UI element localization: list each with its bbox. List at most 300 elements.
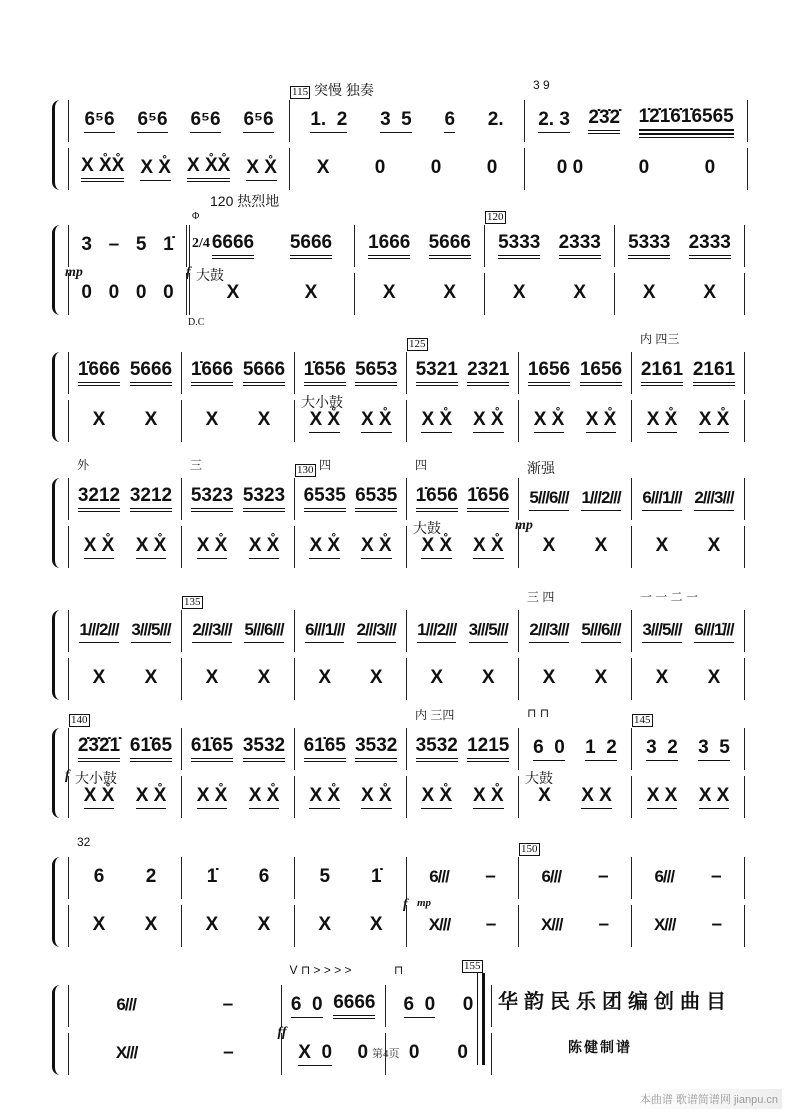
annotation: 一 一 二 一 (640, 590, 699, 604)
measure (182, 658, 295, 700)
note-group: 1̇ (163, 234, 174, 255)
measure (632, 776, 745, 818)
drum-group: X X̊ (136, 786, 167, 809)
note-group: 6535 (355, 486, 397, 512)
score-system (52, 590, 752, 700)
drum-group: X (707, 535, 721, 556)
drum-group: X/// (428, 915, 451, 934)
note-group: 2 (145, 866, 157, 887)
measure (182, 776, 295, 818)
drum-group: X (304, 282, 318, 303)
note-group: 2333 (559, 233, 601, 259)
note-group: 5323 (243, 486, 285, 512)
percussion-staff (68, 273, 752, 315)
note-group: 6///1/// (642, 488, 681, 511)
measure-number: 115 (292, 86, 309, 98)
measure (182, 526, 295, 568)
annotation: 突慢 独奏 (314, 82, 374, 98)
segno-sign: Φ (192, 211, 200, 222)
drum-group: 0 (486, 157, 498, 178)
measure (519, 526, 632, 568)
drum-group: X (92, 409, 106, 430)
score-system (52, 835, 752, 947)
measure-number: 145 (634, 714, 651, 726)
score-system (52, 193, 752, 328)
drum-group: X X̊ (699, 410, 730, 433)
measure (615, 225, 745, 267)
note-group: 1///2/// (581, 488, 620, 511)
measure (519, 843, 632, 899)
measure (407, 658, 519, 700)
drum-group: 0 (430, 157, 442, 178)
measure (525, 78, 748, 142)
drum-group: X (318, 914, 332, 935)
instrument-label: 大小鼓 (75, 770, 117, 786)
page-number: 第4页 (372, 1048, 400, 1060)
drum-group: X X̊ (421, 536, 452, 559)
system-brace (52, 225, 65, 315)
drum-group: 0 (408, 1042, 420, 1063)
measure (295, 458, 407, 520)
note-group: – (108, 234, 120, 255)
drum-group: X (144, 914, 158, 935)
drum-group: X (205, 914, 219, 935)
note-group: 2161 (693, 360, 735, 386)
note-group: 6/// (541, 867, 562, 886)
measure (68, 458, 182, 520)
note-group: 2. (487, 109, 504, 130)
percussion-staff (68, 1033, 492, 1075)
annotation: 渐强 (527, 460, 555, 476)
dynamic-marking: f (65, 768, 70, 783)
drum-group: X/// (540, 915, 563, 934)
note-group: 2161 (641, 360, 683, 386)
dynamic-marking: mp (65, 265, 83, 280)
note-group: 6⁵6 (243, 110, 273, 133)
note-group: 6 (93, 866, 105, 887)
drum-group: X X (699, 786, 730, 809)
percussion-staff (68, 400, 752, 442)
drum-group: X (257, 667, 271, 688)
measure (519, 706, 632, 786)
measure (519, 400, 632, 442)
drum-group: X (655, 667, 669, 688)
drum-group: – (223, 1042, 234, 1063)
drum-group: 0 (135, 282, 147, 303)
melody-staff (68, 78, 752, 142)
note-group: 3 5 (698, 738, 730, 761)
system-brace (52, 610, 65, 700)
drum-group: – (711, 914, 723, 935)
note-group: 5 (135, 234, 147, 255)
measure (632, 714, 745, 770)
percussion-staff (68, 526, 752, 568)
measure (519, 658, 632, 700)
annotation: 3 9 (533, 78, 550, 92)
note-group: 5321 (416, 360, 458, 386)
measure (632, 658, 745, 700)
note-group: 3 (81, 234, 92, 255)
measure (182, 857, 295, 899)
note-group: 2///3/// (529, 620, 568, 643)
note-group: 6///1/// (305, 620, 344, 643)
measure (182, 458, 295, 520)
dynamic-marking: mp (515, 518, 533, 533)
instrument-label: 大鼓 (413, 520, 441, 536)
measure (68, 273, 190, 315)
measure-number: 140 (71, 714, 88, 726)
drum-group: X X̊X̊ (187, 156, 230, 182)
drum-group: X (369, 667, 383, 688)
drum-group: X X̊ (249, 536, 280, 559)
measure (295, 658, 407, 700)
annotation: 内 四三 (640, 332, 680, 346)
note-group: 1656 (528, 360, 570, 386)
drum-group: X X̊ (421, 786, 452, 809)
drum-group: X X̊ (647, 410, 678, 433)
drum-group: X X̊ (473, 536, 504, 559)
drum-group: X (430, 667, 444, 688)
drum-group: X X̊X̊ (81, 156, 124, 182)
measure (295, 352, 407, 410)
measure (68, 905, 182, 947)
note-group: 5666 (290, 233, 332, 259)
note-group: 6⁵6 (137, 110, 167, 133)
measure (295, 857, 407, 899)
drum-group: X (655, 535, 669, 556)
drum-group: X (542, 535, 556, 556)
measure (295, 776, 407, 818)
measure (632, 400, 745, 442)
drum-group: X (257, 914, 271, 935)
drum-group: X (316, 157, 330, 178)
system-brace (52, 352, 65, 442)
drum-group: X (318, 667, 332, 688)
note-group: 2///3/// (192, 620, 231, 643)
drum-group: X/// (115, 1043, 138, 1062)
drum-group: X X̊ (421, 410, 452, 433)
note-group: 1̇ (370, 866, 382, 887)
measure (277, 963, 386, 1040)
system-brace (52, 857, 65, 947)
instrument-label: 大鼓 (196, 267, 224, 283)
measure-number: 120 (487, 211, 504, 223)
measure (407, 708, 519, 770)
measure (485, 273, 615, 315)
measure (632, 332, 745, 394)
drum-group: X X̊ (309, 786, 340, 809)
note-group: 1656 (580, 360, 622, 386)
measure (407, 526, 519, 568)
measure (519, 590, 632, 652)
note-group: 6/// (116, 995, 136, 1014)
drum-group: X (703, 282, 717, 303)
drum-group: 0 (638, 157, 650, 178)
note-group: 3532 (416, 736, 458, 762)
note-group: 3 5 (380, 110, 412, 133)
measure (355, 273, 485, 315)
dynamic-marking: f (403, 897, 408, 912)
note-group: 1. 2 (310, 110, 347, 133)
annotation: 32 (77, 835, 91, 849)
measure (632, 526, 745, 568)
system-brace (52, 100, 65, 190)
note-group: – (485, 866, 496, 887)
measure (295, 728, 407, 770)
percussion-staff (68, 658, 752, 700)
note-group: 6/// (654, 867, 675, 886)
note-group: 5666 (243, 360, 285, 386)
measure (68, 352, 182, 394)
percussion-staff (68, 148, 752, 190)
drum-group: 0 (81, 282, 92, 303)
note-group: – (222, 994, 234, 1015)
drum-group: X (382, 282, 396, 303)
measure (386, 1033, 492, 1075)
note-group: 3///5/// (642, 620, 681, 643)
annotation: V ⊓ > > > > (289, 963, 352, 977)
score-system (52, 78, 752, 190)
drum-group: X (205, 409, 219, 430)
note-group: 3212 (130, 486, 172, 512)
drum-group: X (642, 282, 656, 303)
measure (519, 776, 632, 818)
measure (355, 225, 485, 267)
note-group: 5666 (130, 360, 172, 386)
tempo-marking: 120 热烈地 (210, 193, 280, 209)
drum-group: X X̊ (361, 786, 392, 809)
note-group: 1 2 (585, 738, 617, 761)
melody-staff (65, 706, 752, 786)
annotation: ⊓ ⊓ (527, 706, 550, 720)
drum-group: X/// (653, 915, 676, 934)
note-group: 2///3/// (694, 488, 733, 511)
measure-number: 135 (184, 596, 201, 608)
measure (68, 148, 290, 190)
drum-group: 0 (457, 1042, 468, 1063)
drum-group: X X̊ (361, 536, 392, 559)
measure-number: 150 (521, 843, 538, 855)
drum-group: X (443, 282, 457, 303)
measure (407, 776, 519, 818)
score-title: 华韵民乐团编创曲目 (498, 989, 732, 1013)
measure (68, 100, 290, 142)
measure (407, 400, 519, 442)
note-group: 1̇656 (304, 360, 346, 386)
measure (632, 857, 745, 899)
measure (65, 225, 190, 280)
drum-group: X (92, 667, 106, 688)
drum-group: – (485, 914, 497, 935)
drum-group: X 0 (298, 1043, 332, 1066)
measure (68, 1033, 282, 1075)
instrument-label: 大鼓 (525, 770, 553, 786)
annotation: 内 三四 (415, 708, 455, 722)
melody-staff (68, 458, 752, 536)
note-group: 6⁵6 (84, 110, 114, 133)
da-capo-marking: D.C (188, 317, 205, 328)
measure (186, 193, 355, 283)
note-group: 0 (462, 994, 474, 1015)
percussion-staff (68, 905, 752, 947)
note-group: 6 (444, 110, 455, 133)
note-group: 5///6/// (244, 620, 283, 643)
annotation: 三 四 (527, 590, 555, 604)
note-group: 2321 (467, 360, 509, 386)
note-group: 2̇3̇2̇ (588, 108, 620, 134)
note-group: 3532 (355, 736, 397, 762)
note-group: 3532 (243, 736, 285, 762)
measure (525, 148, 748, 190)
note-group: 5 (319, 866, 331, 887)
drum-group: X (594, 535, 608, 556)
drum-group: X X̊ (84, 786, 115, 809)
note-group: 3///5/// (469, 620, 508, 643)
note-group: 3212 (78, 486, 120, 512)
measure (65, 714, 182, 786)
system-brace (52, 728, 65, 818)
measure (295, 610, 407, 652)
measure (182, 400, 295, 442)
drum-group: X (226, 282, 240, 303)
note-group: 6///1̇/// (694, 620, 733, 643)
system-brace (52, 478, 65, 568)
measure (632, 478, 745, 520)
note-group: 1̇666 (191, 360, 233, 386)
watermark: 本曲谱 歌谱简谱网 jianpu.cn (636, 1089, 782, 1109)
note-group: 1///2/// (79, 620, 118, 643)
note-group: 61̇65 (304, 736, 346, 762)
measure (68, 658, 182, 700)
note-group: 1̇666 (78, 360, 120, 386)
drum-group: X (707, 667, 721, 688)
dynamic-marking: f (186, 265, 191, 280)
drum-group: X X̊ (84, 536, 115, 559)
measure (407, 458, 519, 536)
drum-group: X (594, 667, 608, 688)
drum-group: X (257, 409, 271, 430)
annotation: 四 (415, 458, 428, 472)
note-group: 6/// (429, 867, 449, 886)
drum-group: – (598, 914, 610, 935)
note-group: 1215 (467, 736, 509, 762)
drum-group: X (205, 667, 219, 688)
measure (282, 1033, 386, 1075)
note-group: 3 2 (646, 738, 678, 761)
note-group: 5333 (628, 233, 670, 259)
note-group: 1̇656 (416, 486, 458, 512)
drum-group: X X̊ (586, 410, 617, 433)
measure (68, 835, 182, 899)
drum-group: X X̊ (140, 158, 171, 181)
measure-number: 130 (297, 464, 314, 476)
note-group: – (710, 866, 722, 887)
drum-group: X X̊ (534, 410, 565, 433)
measure (68, 776, 182, 818)
drum-group: X (144, 409, 158, 430)
note-group: 5///6/// (581, 620, 620, 643)
measure (407, 905, 519, 947)
note-group: 2̇3̇2̇1̇ (78, 736, 120, 762)
drum-group: X X̊ (246, 158, 277, 181)
measure (68, 526, 182, 568)
measure (182, 596, 295, 652)
drum-group: X X̊ (473, 786, 504, 809)
melody-staff (65, 193, 752, 283)
drum-group: 0 (163, 282, 174, 303)
drum-group: X X (581, 786, 612, 809)
measure (407, 338, 519, 394)
melody-staff (68, 590, 752, 652)
time-signature: 2/4 (192, 236, 210, 251)
note-group: 61̇65 (191, 736, 233, 762)
note-group: 1̇2̇1̇6̇1̇6565 (639, 107, 734, 135)
note-group: 61̇65 (130, 736, 172, 762)
drum-group: X X̊ (309, 410, 340, 433)
drum-group: 0 0 (556, 157, 584, 178)
measure-number: 125 (409, 338, 426, 350)
drum-group: X X (647, 786, 678, 809)
drum-group: X (144, 667, 158, 688)
drum-group: 0 (108, 282, 120, 303)
note-group: 6666 (212, 233, 254, 259)
drum-group: X X̊ (136, 536, 167, 559)
drum-group: X X̊ (473, 410, 504, 433)
drum-group: X X̊ (361, 410, 392, 433)
measure (68, 985, 282, 1027)
annotation: 三 (190, 458, 203, 472)
measure (290, 82, 525, 142)
note-group: 5653 (355, 360, 397, 386)
note-group: 6⁵6 (190, 110, 220, 133)
drum-group: 0 (704, 157, 716, 178)
note-group: 5323 (191, 486, 233, 512)
drum-group: X (512, 282, 526, 303)
measure (485, 211, 615, 267)
measure (615, 273, 745, 315)
note-group: 6 0 (404, 995, 436, 1018)
score-system (52, 332, 752, 442)
drum-group: X (538, 785, 551, 806)
measure (182, 905, 295, 947)
measure (295, 400, 407, 442)
drum-group: X (573, 282, 587, 303)
drum-group: X (481, 667, 495, 688)
note-group: – (597, 866, 609, 887)
note-group: 1̇ (206, 866, 218, 887)
annotation: ⊓ (393, 963, 404, 977)
note-group: 6 0 (533, 738, 565, 761)
note-group: 3///5/// (131, 620, 170, 643)
score-system (52, 706, 752, 818)
note-group: 1̇656 (467, 486, 509, 512)
melody-staff (68, 332, 752, 410)
drum-group: X X̊ (197, 536, 228, 559)
measure-number-155: 155 (464, 960, 481, 972)
system-brace (52, 985, 65, 1075)
drum-group: X X̊ (249, 786, 280, 809)
score-system (52, 458, 752, 568)
note-group: 2. 3 (538, 110, 570, 133)
note-group: 6 (258, 866, 270, 887)
note-group: 1666 (368, 233, 410, 259)
annotation: 外 (77, 458, 90, 472)
drum-group: X X̊ (309, 536, 340, 559)
note-group: 6535 (304, 486, 346, 512)
note-group: 5333 (498, 233, 540, 259)
dynamic-marking: mp (417, 897, 432, 909)
composer-credit: 陈健制谱 (568, 1040, 632, 1056)
